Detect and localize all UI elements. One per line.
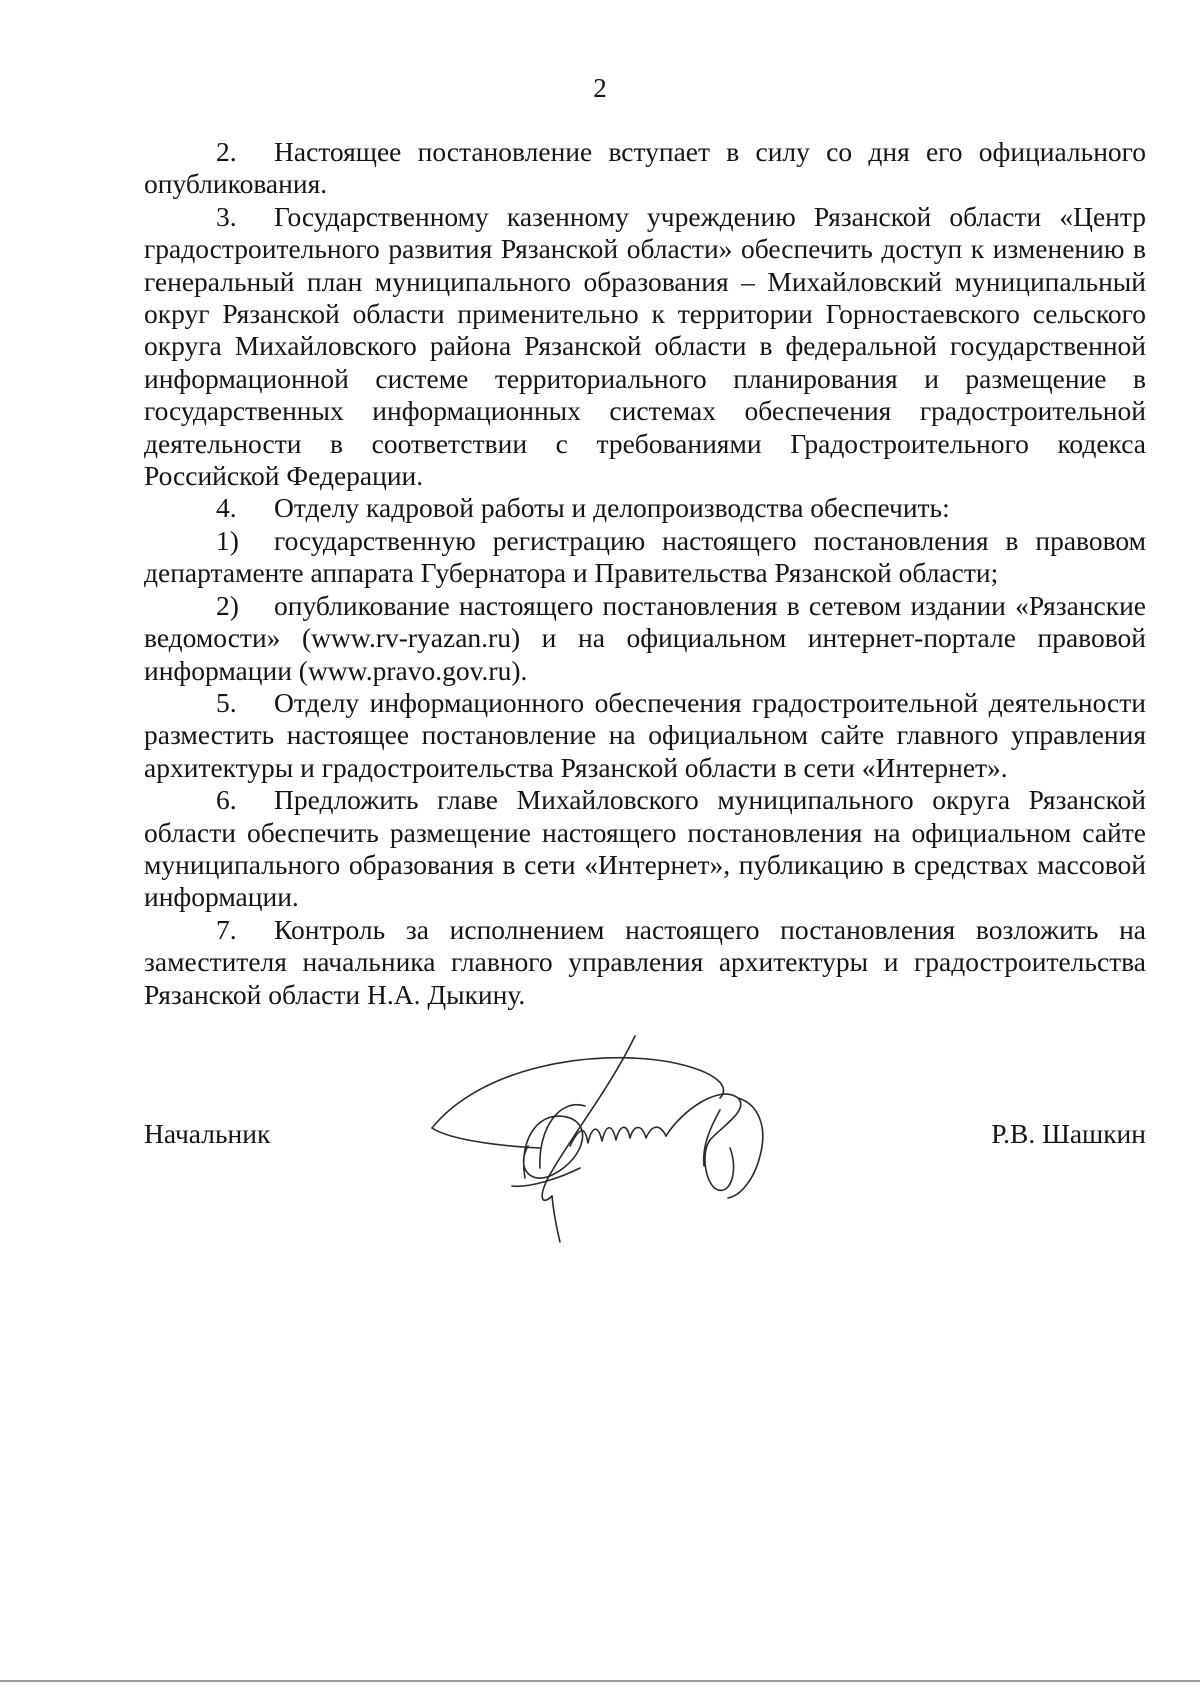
paragraph-item-6	[144, 784, 1146, 914]
paragraph-number: 3.	[216, 200, 237, 232]
paragraph-text: Отделу кадровой работы и делопроизводства обеспечить:	[274, 492, 950, 524]
paragraph-text: Отделу информационного обеспечения градостроительной деятельности разместить настоящее постановление на официальном сайте главного управления архитектуры и градостроительства Рязанской области в сети «Интернет».	[144, 686, 1146, 783]
scan-edge-line	[0, 1680, 1200, 1682]
handwritten-signature	[420, 1028, 860, 1258]
page-number: 2	[593, 73, 607, 103]
paragraph-number: 4.	[216, 492, 237, 524]
subparagraph-item-2	[144, 590, 1146, 687]
subparagraph-text: государственную регистрацию настоящего постановления в правовом департаменте аппарата Губернатора и Правительства Рязанской области;	[144, 524, 1146, 589]
subparagraph-text: опубликование настоящего постановления в сетевом издании «Рязанские ведомости» (www.rv-ryazan.ru) и на официальном интернет-портале правовой информации (www.pravo.gov.ru).	[144, 589, 1146, 686]
paragraph-number: 5.	[216, 686, 237, 718]
paragraph-text: Предложить главе Михайловского муниципального округа Рязанской области обеспечить размещение настоящего постановления на официальном сайте муниципального образования в сети «Интернет», публикацию в средствах массовой информации.	[144, 784, 1146, 913]
paragraph-text: Государственному казенному учреждению Рязанской области «Центр градостроительного развития Рязанской области» обеспечить доступ к изменению в генеральный план муниципального образования – Михайловский муниципальный округ Рязанской области применительно к территории Горностаевского сельского округа Михайловского района Рязанской области в федеральной государственной информационной системе территориального планирования и размещение в государственных информационных системах обеспечения градостроительной деятельности в соответствии с требованиями Градостроительного кодекса Российской Федерации.	[144, 200, 1146, 492]
subparagraph-item-1	[144, 525, 1146, 590]
paragraph-item-7	[144, 914, 1146, 1011]
paragraph-text: Контроль за исполнением настоящего постановления возложить на заместителя начальника главного управления архитектуры и градостроительства Рязанской области Н.А. Дыкину.	[144, 913, 1146, 1010]
paragraph-item-5	[144, 687, 1146, 784]
paragraph-item-3	[144, 201, 1146, 493]
signatory-title: Начальник	[144, 1118, 271, 1149]
subparagraph-number: 1)	[216, 524, 239, 556]
paragraph-text: Настоящее постановление вступает в силу со дня его официального опубликования.	[144, 136, 1146, 200]
paragraph-number: 2.	[216, 136, 237, 167]
signatory-name: Р.В. Шашкин	[991, 1118, 1146, 1149]
paragraph-number: 6.	[216, 784, 237, 816]
paragraph-item-2	[144, 136, 1146, 201]
document-body	[144, 136, 1146, 1011]
subparagraph-number: 2)	[216, 589, 239, 621]
paragraph-item-4	[144, 492, 1146, 524]
paragraph-number: 7.	[216, 913, 237, 945]
